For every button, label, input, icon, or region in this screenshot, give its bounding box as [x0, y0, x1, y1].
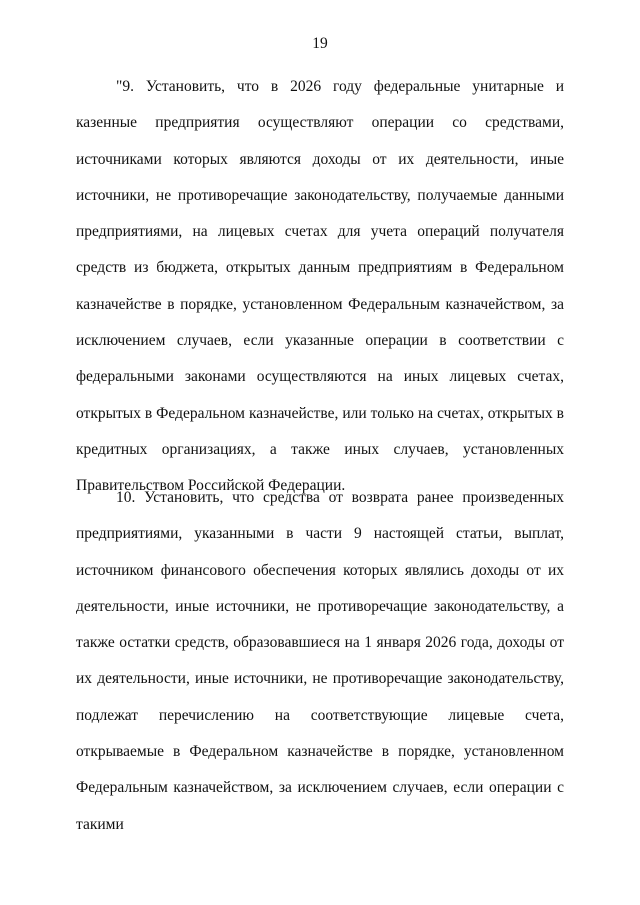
paragraph-10: 10. Установить, что средства от возврата ранее произведенных предприятиями, указанными в части 9 настоящей статьи, выплат, источником финансового обеспечения которых являлись доходы от их деятельности, иные источники, не противоречащие законодательству, а также остатки средств, образовавшиеся на 1 января 2026 года, доходы от их деятельности, иные источники, не противоречащие законодательству, подлежат перечислению на соответствующие лицевые счета, открываемые в Федеральном казначействе в порядке, установленном Федеральным казначейством, за исключением случаев, если операции с такими [76, 489, 564, 833]
page-number: 19 [312, 35, 328, 52]
paragraph-9: "9. Установить, что в 2026 году федеральные унитарные и казенные предприятия осуществляют операции со средствами, источниками которых являются доходы от их деятельности, иные источники, не противоречащие законодательству, получаемые данными предприятиями, на лицевых счетах для учета операций получателя средств из бюджета, открытых данным предприятиям в Федеральном казначействе в порядке, установленном Федеральным казначейством, за исключением случаев, если указанные операции в соответствии с федеральными законами осуществляются на иных лицевых счетах, открытых в Федеральном казначействе, или только на счетах, открытых в кредитных организациях, а также иных случаев, установленных Правительством Российской Федерации. [76, 78, 564, 495]
